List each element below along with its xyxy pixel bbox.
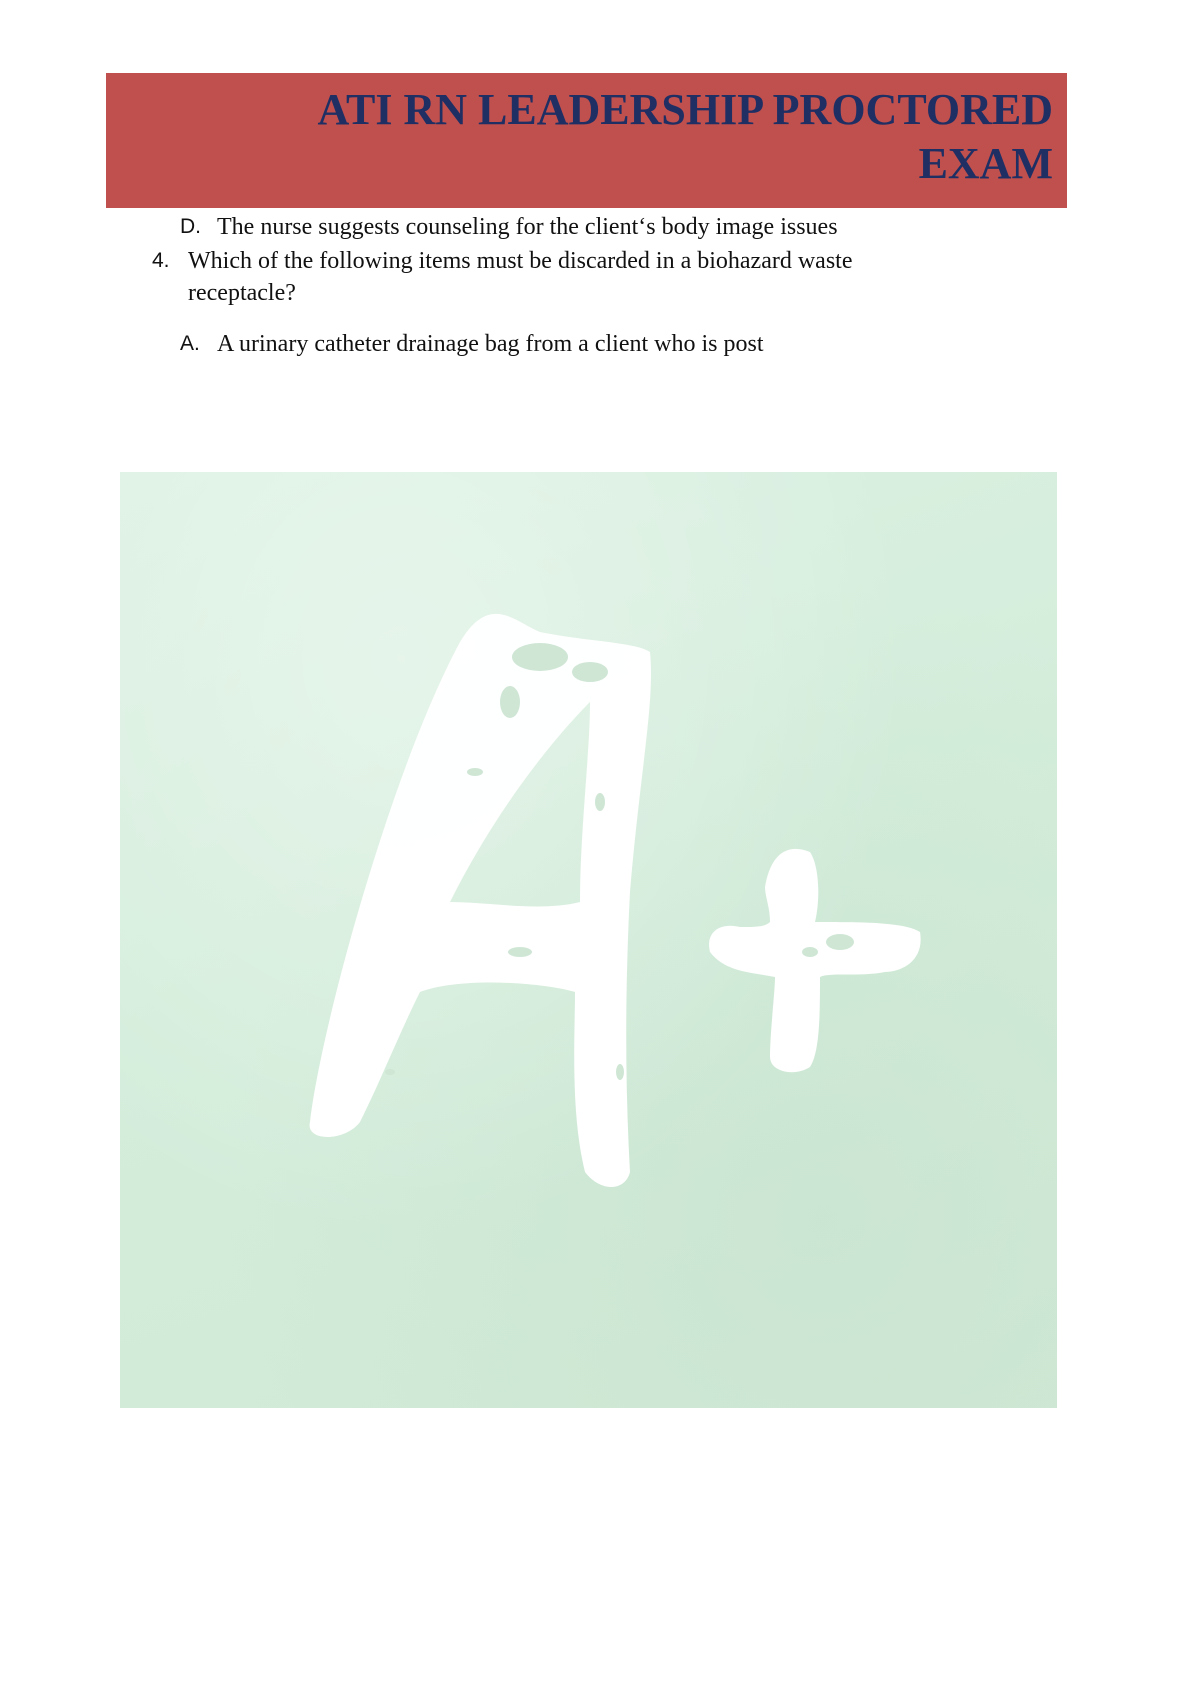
- question-text-line1: Which of the following items must be discarded in a biohazard waste: [188, 248, 853, 274]
- question-number: 4.: [152, 249, 170, 272]
- chalk-plus-sign: [709, 849, 921, 1072]
- a-plus-grade-image: [120, 472, 1057, 1408]
- option-a-text: A urinary catheter drainage bag from a client who is post: [217, 331, 764, 357]
- question-text-line2: receptacle?: [188, 280, 296, 306]
- header-banner: [106, 73, 1067, 208]
- option-d-text: The nurse suggests counseling for the client‘s body image issues: [217, 214, 838, 240]
- option-marker-d: D.: [180, 215, 201, 238]
- chalk-letter-a: [310, 614, 651, 1187]
- a-plus-grade-icon: [120, 472, 1057, 1408]
- page-title: ATI RN LEADERSHIP PROCTORED EXAM: [317, 85, 1053, 188]
- option-marker-a: A.: [180, 332, 200, 355]
